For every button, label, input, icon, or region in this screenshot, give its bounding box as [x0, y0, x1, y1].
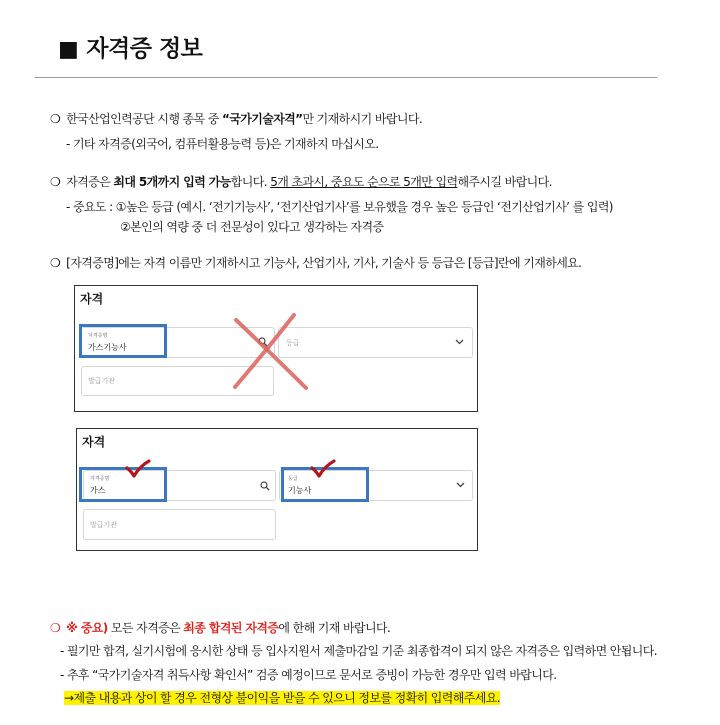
card-title: 자격 — [80, 292, 104, 306]
cert-name-value: 가스기능사 — [88, 343, 127, 352]
highlight-box — [79, 467, 167, 502]
notice-1-text: 한국산업인력공단 시행 종목 중 — [66, 112, 222, 126]
chevron-down-icon[interactable] — [456, 481, 465, 489]
title-marker: ■ — [58, 37, 79, 62]
example-card-wrong — [74, 285, 478, 412]
notice-2-underline: 5개 초과시, 중요도 순으로 5개만 입력 — [270, 175, 458, 189]
check-mark-icon — [125, 459, 151, 479]
notice-2-sub-1: - 중요도 : ①높은 등급 (예시. ‘전기기능사’, ‘전기산업기사’를 보유했을 경우 높은 등급인 ‘전기산업기사’ 를 입력) — [66, 200, 613, 214]
notice-2-text: 자격증은 — [66, 175, 114, 189]
notice-1-text-end: 만 기재하시기 바랍니다. — [302, 112, 423, 126]
important-text: 모든 자격증은 — [107, 621, 184, 635]
warning-text: →제출 내용과 상이 할 경우 전형상 불이익을 받을 수 있으니 정보를 정확히 입력해주세요. — [64, 691, 500, 705]
notice-2-sub-2: ②본인의 역량 중 더 전문성이 있다고 생각하는 자격증 — [120, 220, 384, 234]
chevron-down-icon[interactable] — [455, 338, 464, 346]
important-emphasis: 최종 합격된 자격증 — [183, 621, 279, 635]
notice-1-sub: - 기타 자격증(외국어, 컴퓨터활용능력 등)은 기재하지 마십시오. — [66, 137, 379, 151]
grade-label: 등급 — [288, 476, 298, 482]
notice-2-text-end: 해주시길 바랍니다. — [457, 175, 552, 189]
check-mark-icon — [310, 459, 336, 479]
card-title: 자격 — [82, 435, 106, 449]
notice-2-text-mid: 합니다. — [230, 175, 271, 189]
issuer-placeholder: 발급기관 — [88, 377, 116, 385]
important-sub-2: - 추후 “국가기술자격 취득사항 확인서” 검증 예정이므로 문서로 증빙이 가능한 경우만 입력 바랍니다. — [60, 668, 557, 682]
bullet-icon: ❍ — [50, 175, 61, 189]
important-sub-1: - 필기만 합격, 실기시험에 응시한 상태 등 입사지원서 제출마감일 기준 최종합격이 되지 않은 자격증은 입력하면 안됩니다. — [60, 644, 657, 658]
notice-2 — [50, 174, 552, 190]
cert-name-value: 가스 — [90, 486, 106, 495]
notice-1 — [50, 111, 422, 127]
cert-name-label: 자격증명 — [88, 333, 108, 339]
search-icon[interactable] — [260, 481, 270, 491]
notice-2-bold: 최대 5개까지 입력 가능 — [113, 175, 231, 189]
notice-1-bold: “국가기술자격” — [221, 112, 303, 126]
highlight-box — [79, 324, 167, 358]
bullet-icon: ❍ — [50, 621, 61, 635]
issuer-placeholder: 발급기관 — [90, 521, 118, 529]
important-warning — [64, 690, 500, 706]
notice-3 — [50, 255, 581, 271]
example-card-right — [76, 428, 478, 551]
important-text-end: 에 한해 기재 바랍니다. — [278, 621, 391, 635]
page-title — [58, 30, 202, 63]
bullet-icon: ❍ — [50, 256, 61, 270]
grade-placeholder: 등급 — [286, 339, 300, 347]
important-notice — [50, 620, 390, 636]
important-tag: ※ 중요) — [66, 621, 108, 635]
cert-name-label: 자격증명 — [90, 476, 110, 482]
x-mark-icon — [230, 312, 310, 392]
bullet-icon: ❍ — [50, 112, 61, 126]
issuer-field[interactable] — [83, 509, 276, 540]
title-divider — [35, 77, 657, 78]
grade-value: 기능사 — [288, 486, 312, 495]
page-title-text: 자격증 정보 — [86, 36, 203, 62]
notice-3-text: [자격증명]에는 자격 이름만 기재하시고 기능사, 산업기사, 기사, 기술사 등 등급은 [등급]란에 기재하세요. — [66, 256, 582, 270]
